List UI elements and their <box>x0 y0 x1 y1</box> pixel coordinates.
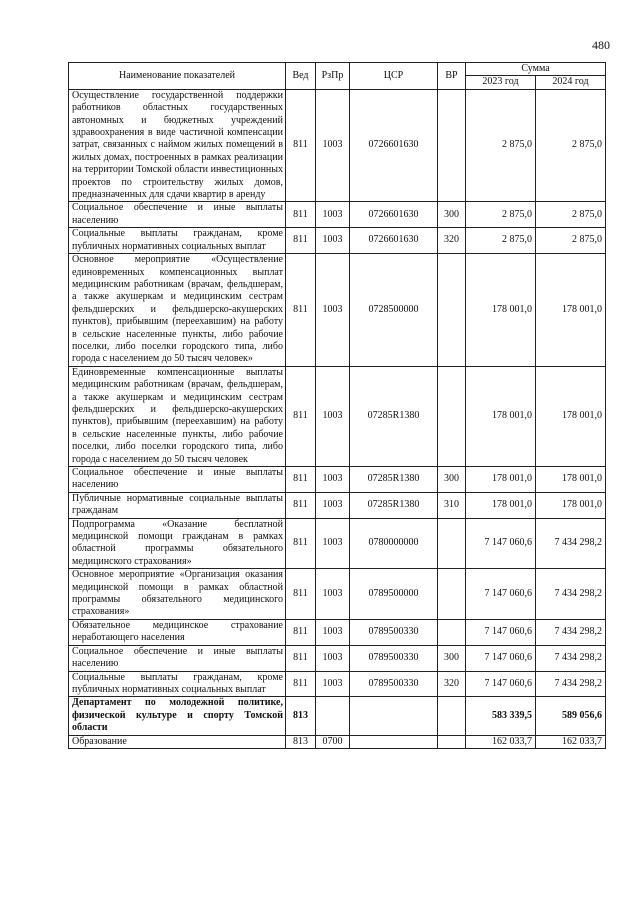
row-2023-value: 178 001,0 <box>466 254 536 367</box>
row-csr: 0726601630 <box>350 89 438 202</box>
row-ved: 811 <box>286 202 316 228</box>
row-csr: 07285R1380 <box>350 492 438 518</box>
row-name: Основное мероприятие «Организация оказания медицинской помощи в рамках областной программы обязательного медицинского страхования» <box>69 569 286 620</box>
row-csr: 0789500330 <box>350 671 438 697</box>
row-ved: 811 <box>286 467 316 493</box>
row-ved: 811 <box>286 518 316 569</box>
row-2024-value: 162 033,7 <box>536 735 606 748</box>
row-rzpr <box>316 697 350 735</box>
row-name: Осуществление государственной поддержки работников областных государственных автономных и бюджетных учреждений здравоохранения в виде частичной компенсации затрат, связанных с наймом жилых помещений в жилых домах, построенных в рамках реализации на территории Томской области инвестиционных проектов по строительству жилых домов, предназначенных для сдачи квартир в аренду <box>69 89 286 202</box>
row-name: Социальные выплаты гражданам, кроме публичных нормативных социальных выплат <box>69 671 286 697</box>
row-rzpr: 1003 <box>316 619 350 645</box>
table-row <box>69 569 606 620</box>
row-csr: 07285R1380 <box>350 366 438 466</box>
row-rzpr: 1003 <box>316 89 350 202</box>
row-rzpr: 1003 <box>316 202 350 228</box>
row-2024-value: 7 434 298,2 <box>536 619 606 645</box>
row-csr: 07285R1380 <box>350 467 438 493</box>
row-ved: 811 <box>286 619 316 645</box>
row-vr <box>438 518 466 569</box>
row-vr: 310 <box>438 492 466 518</box>
table-row <box>69 671 606 697</box>
row-ved: 813 <box>286 735 316 748</box>
row-vr <box>438 569 466 620</box>
table-body <box>69 89 606 748</box>
table-row <box>69 492 606 518</box>
row-ved: 811 <box>286 228 316 254</box>
row-name: Департамент по молодежной политике, физической культуре и спорту Томской области <box>69 697 286 735</box>
page-number: 480 <box>592 38 610 52</box>
table-row <box>69 645 606 671</box>
row-name: Публичные нормативные социальные выплаты гражданам <box>69 492 286 518</box>
row-ved: 811 <box>286 492 316 518</box>
row-vr: 300 <box>438 645 466 671</box>
row-2023-value: 2 875,0 <box>466 89 536 202</box>
row-rzpr: 1003 <box>316 645 350 671</box>
row-rzpr: 1003 <box>316 467 350 493</box>
header-sum: Сумма <box>466 63 606 76</box>
row-rzpr: 0700 <box>316 735 350 748</box>
row-2024-value: 7 434 298,2 <box>536 569 606 620</box>
row-rzpr: 1003 <box>316 671 350 697</box>
row-vr <box>438 697 466 735</box>
row-rzpr: 1003 <box>316 228 350 254</box>
header-csr: ЦСР <box>350 63 438 90</box>
row-2024-value: 7 434 298,2 <box>536 645 606 671</box>
row-2024-value: 178 001,0 <box>536 254 606 367</box>
row-2023-value: 162 033,7 <box>466 735 536 748</box>
table-row <box>69 697 606 735</box>
row-rzpr: 1003 <box>316 518 350 569</box>
row-2023-value: 7 147 060,6 <box>466 619 536 645</box>
row-ved: 811 <box>286 366 316 466</box>
row-2024-value: 2 875,0 <box>536 89 606 202</box>
row-2023-value: 178 001,0 <box>466 492 536 518</box>
row-csr: 0780000000 <box>350 518 438 569</box>
row-name: Социальное обеспечение и иные выплаты населению <box>69 645 286 671</box>
row-csr: 0728500000 <box>350 254 438 367</box>
header-vr: ВР <box>438 63 466 90</box>
row-2023-value: 2 875,0 <box>466 228 536 254</box>
row-csr <box>350 697 438 735</box>
row-name: Образование <box>69 735 286 748</box>
row-2023-value: 178 001,0 <box>466 366 536 466</box>
row-ved: 811 <box>286 89 316 202</box>
table-row <box>69 202 606 228</box>
row-2024-value: 7 434 298,2 <box>536 671 606 697</box>
row-vr: 320 <box>438 228 466 254</box>
row-csr: 0789500000 <box>350 569 438 620</box>
row-rzpr: 1003 <box>316 569 350 620</box>
table-row <box>69 228 606 254</box>
row-vr: 300 <box>438 202 466 228</box>
row-ved: 811 <box>286 671 316 697</box>
row-vr: 300 <box>438 467 466 493</box>
row-2023-value: 583 339,5 <box>466 697 536 735</box>
row-2023-value: 178 001,0 <box>466 467 536 493</box>
row-2024-value: 589 056,6 <box>536 697 606 735</box>
table-row <box>69 254 606 367</box>
row-2024-value: 178 001,0 <box>536 366 606 466</box>
row-vr <box>438 619 466 645</box>
row-ved: 813 <box>286 697 316 735</box>
row-ved: 811 <box>286 569 316 620</box>
row-csr: 0789500330 <box>350 645 438 671</box>
table-row <box>69 89 606 202</box>
row-2023-value: 7 147 060,6 <box>466 671 536 697</box>
row-2023-value: 7 147 060,6 <box>466 645 536 671</box>
header-2024: 2024 год <box>536 76 606 89</box>
row-vr: 320 <box>438 671 466 697</box>
header-name: Наименование показателей <box>69 63 286 90</box>
row-vr <box>438 254 466 367</box>
row-2024-value: 178 001,0 <box>536 467 606 493</box>
row-2023-value: 7 147 060,6 <box>466 569 536 620</box>
row-name: Единовременные компенсационные выплаты медицинским работникам (врачам, фельдшерам, а также акушеркам и медицинским сестрам фельдшерских и фельдшерско-акушерских пунктов), прибывшим (переехавшим) на работу в сельские населенные пункты, либо рабочие поселки, либо поселки городского типа, либо города с населением до 50 тысяч человек <box>69 366 286 466</box>
table-row <box>69 619 606 645</box>
row-2024-value: 2 875,0 <box>536 228 606 254</box>
table-row <box>69 518 606 569</box>
row-2024-value: 2 875,0 <box>536 202 606 228</box>
row-rzpr: 1003 <box>316 366 350 466</box>
row-2024-value: 178 001,0 <box>536 492 606 518</box>
table-row <box>69 735 606 748</box>
table-row <box>69 467 606 493</box>
header-ved: Вед <box>286 63 316 90</box>
row-ved: 811 <box>286 645 316 671</box>
row-csr: 0789500330 <box>350 619 438 645</box>
table-row <box>69 366 606 466</box>
row-vr <box>438 89 466 202</box>
row-name: Подпрограмма «Оказание бесплатной медицинской помощи гражданам в рамках областной программы обязательного медицинского страхования» <box>69 518 286 569</box>
header-2023: 2023 год <box>466 76 536 89</box>
row-name: Основное мероприятие «Осуществление единовременных компенсационных выплат медицинским работникам (врачам, фельдшерам, а также акушеркам и медицинским сестрам фельдшерских и фельдшерско-акушерских пунктов), прибывшим (переехавшим) на работу в сельские населенные пункты, либо рабочие поселки, либо поселки городского типа, либо города с населением до 50 тысяч человек» <box>69 254 286 367</box>
row-csr: 0726601630 <box>350 202 438 228</box>
row-name: Обязательное медицинское страхование неработающего населения <box>69 619 286 645</box>
row-rzpr: 1003 <box>316 254 350 367</box>
row-2024-value: 7 434 298,2 <box>536 518 606 569</box>
row-2023-value: 2 875,0 <box>466 202 536 228</box>
row-name: Социальное обеспечение и иные выплаты населению <box>69 467 286 493</box>
row-ved: 811 <box>286 254 316 367</box>
row-2023-value: 7 147 060,6 <box>466 518 536 569</box>
row-name: Социальные выплаты гражданам, кроме публичных нормативных социальных выплат <box>69 228 286 254</box>
row-rzpr: 1003 <box>316 492 350 518</box>
row-vr <box>438 735 466 748</box>
budget-table <box>68 62 606 749</box>
row-vr <box>438 366 466 466</box>
header-rzpr: РзПр <box>316 63 350 90</box>
row-csr <box>350 735 438 748</box>
row-name: Социальное обеспечение и иные выплаты населению <box>69 202 286 228</box>
row-csr: 0726601630 <box>350 228 438 254</box>
